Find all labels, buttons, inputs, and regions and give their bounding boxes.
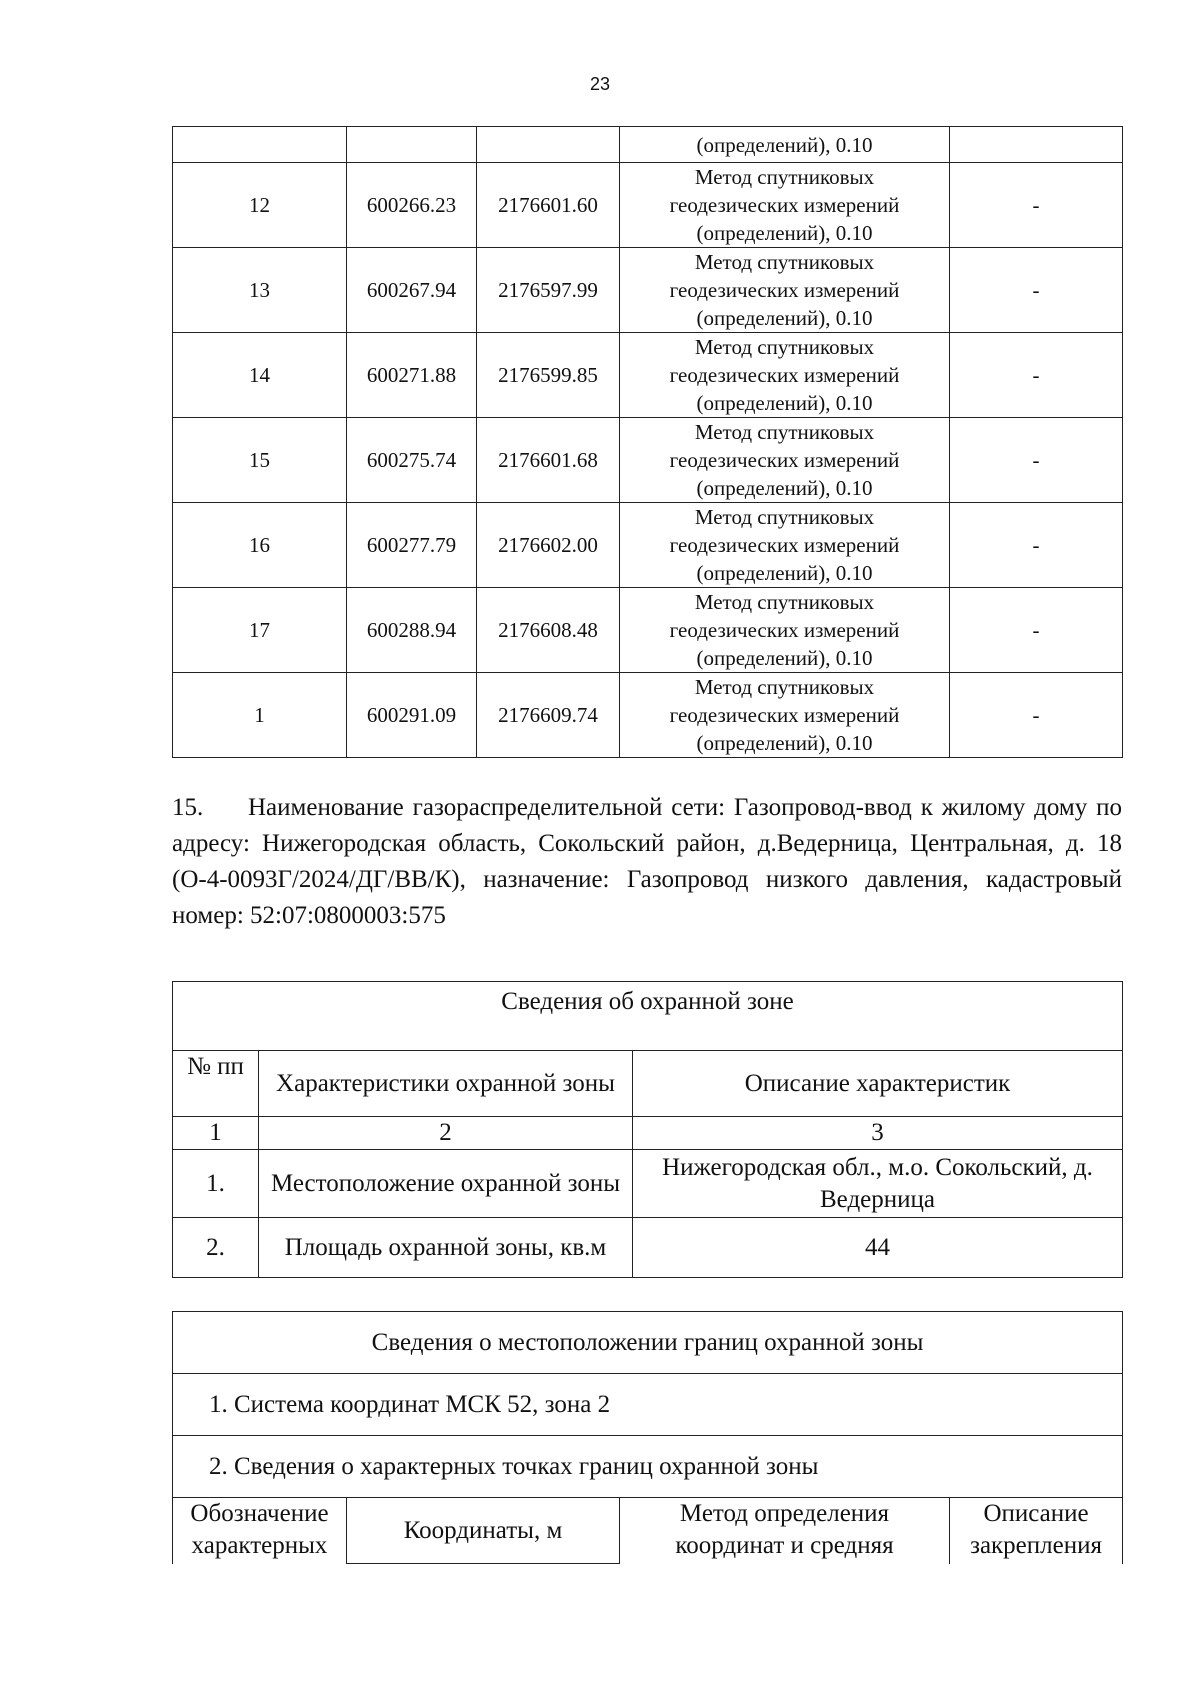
header-point-designation: Обозначение характерных bbox=[173, 1498, 347, 1564]
point-id-cell: 15 bbox=[173, 418, 347, 503]
point-id-cell: 14 bbox=[173, 333, 347, 418]
method-cell bbox=[620, 588, 950, 673]
x-coordinate-cell: 600277.79 bbox=[347, 503, 477, 588]
x-coordinate-cell: 600271.88 bbox=[347, 333, 477, 418]
method-line: геодезических измерений bbox=[669, 618, 900, 642]
empty-cell bbox=[173, 127, 347, 163]
method-cell bbox=[620, 503, 950, 588]
table-row bbox=[173, 127, 1123, 163]
y-coordinate-cell: 2176608.48 bbox=[477, 588, 620, 673]
zone-index-3: 3 bbox=[633, 1117, 1123, 1150]
method-line: геодезических измерений bbox=[669, 703, 900, 727]
method-line: Метод спутниковых bbox=[694, 335, 875, 359]
table-row bbox=[173, 163, 1123, 248]
zone-index-2: 2 bbox=[259, 1117, 633, 1150]
zone-row-characteristic: Площадь охранной зоны, кв.м bbox=[259, 1218, 633, 1278]
fixing-description-cell: - bbox=[950, 163, 1123, 248]
method-cell: (определений), 0.10 bbox=[620, 127, 950, 163]
boundary-table-title: Сведения о местоположении границ охранной зоны bbox=[173, 1312, 1123, 1374]
section-text: Наименование газораспределительной сети: Газопровод-ввод к жилому дому по адресу: Нижегородская область, Сокольский район, д.Ведерница, Центральная, д. 18 (О-4-0093Г/2024/ДГ/ВВ/К), назначение: Газопровод низкого давления, кадастровый номер: 52:07:0800003:575 bbox=[172, 794, 1122, 929]
x-coordinate-cell: 600291.09 bbox=[347, 673, 477, 758]
section-number: 15. bbox=[172, 794, 204, 821]
method-line: геодезических измерений bbox=[669, 363, 900, 387]
method-line: (определений), 0.10 bbox=[696, 646, 873, 670]
table-row bbox=[173, 503, 1123, 588]
x-coordinate-cell: 600275.74 bbox=[347, 418, 477, 503]
zone-row-characteristic: Местоположение охранной зоны bbox=[259, 1150, 633, 1218]
zone-header-description: Описание характеристик bbox=[633, 1051, 1123, 1117]
section-paragraph bbox=[172, 790, 1122, 934]
empty-cell bbox=[950, 127, 1123, 163]
empty-cell bbox=[347, 127, 477, 163]
zone-header-number: № пп bbox=[173, 1051, 259, 1117]
point-id-cell: 16 bbox=[173, 503, 347, 588]
x-coordinate-cell: 600267.94 bbox=[347, 248, 477, 333]
method-line: геодезических измерений bbox=[669, 448, 900, 472]
method-line: (определений), 0.10 bbox=[696, 561, 873, 585]
fixing-description-cell: - bbox=[950, 418, 1123, 503]
characteristic-points-line: 2. Сведения о характерных точках границ охранной зоны bbox=[173, 1436, 1123, 1498]
table-row bbox=[173, 673, 1123, 758]
fixing-description-cell: - bbox=[950, 673, 1123, 758]
y-coordinate-cell: 2176601.68 bbox=[477, 418, 620, 503]
protection-zone-table bbox=[172, 981, 1123, 1278]
method-line: Метод спутниковых bbox=[694, 250, 875, 274]
point-id-cell: 12 bbox=[173, 163, 347, 248]
point-id-cell: 13 bbox=[173, 248, 347, 333]
point-id-cell: 1 bbox=[173, 673, 347, 758]
method-line: геодезических измерений bbox=[669, 278, 900, 302]
zone-row-description: 44 bbox=[633, 1218, 1123, 1278]
y-coordinate-cell: 2176609.74 bbox=[477, 673, 620, 758]
method-line: (определений), 0.10 bbox=[696, 476, 873, 500]
y-coordinate-cell: 2176599.85 bbox=[477, 333, 620, 418]
header-coordinates: Координаты, м bbox=[347, 1498, 620, 1564]
table-row bbox=[173, 588, 1123, 673]
header-fixing-description: Описание закрепления bbox=[950, 1498, 1123, 1564]
zone-row-number: 2. bbox=[173, 1218, 259, 1278]
method-cell bbox=[620, 248, 950, 333]
method-line: (определений), 0.10 bbox=[696, 731, 873, 755]
method-cell bbox=[620, 333, 950, 418]
zone-table-title: Сведения об охранной зоне bbox=[173, 982, 1123, 1051]
table-row bbox=[173, 418, 1123, 503]
method-line: Метод спутниковых bbox=[694, 420, 875, 444]
y-coordinate-cell: 2176601.60 bbox=[477, 163, 620, 248]
table-row bbox=[173, 248, 1123, 333]
page-number: 23 bbox=[589, 74, 611, 94]
method-line: Метод спутниковых bbox=[694, 165, 875, 189]
y-coordinate-cell: 2176602.00 bbox=[477, 503, 620, 588]
x-coordinate-cell: 600288.94 bbox=[347, 588, 477, 673]
header-method: Метод определения координат и средняя bbox=[620, 1498, 950, 1564]
method-line: Метод спутниковых bbox=[694, 675, 875, 699]
fixing-description-cell: - bbox=[950, 333, 1123, 418]
fixing-description-cell: - bbox=[950, 503, 1123, 588]
coordinate-system-line: 1. Система координат МСК 52, зона 2 bbox=[173, 1374, 1123, 1436]
method-cell bbox=[620, 673, 950, 758]
empty-cell bbox=[477, 127, 620, 163]
zone-row-number: 1. bbox=[173, 1150, 259, 1218]
method-line: (определений), 0.10 bbox=[696, 391, 873, 415]
method-line: геодезических измерений bbox=[669, 533, 900, 557]
method-line: Метод спутниковых bbox=[694, 590, 875, 614]
zone-row-description: Нижегородская обл., м.о. Сокольский, д. Ведерница bbox=[633, 1150, 1123, 1218]
point-id-cell: 17 bbox=[173, 588, 347, 673]
method-cell bbox=[620, 418, 950, 503]
fixing-description-cell: - bbox=[950, 588, 1123, 673]
fixing-description-cell: - bbox=[950, 248, 1123, 333]
method-line: Метод спутниковых bbox=[694, 505, 875, 529]
zone-index-1: 1 bbox=[173, 1117, 259, 1150]
method-line: геодезических измерений bbox=[669, 193, 900, 217]
table-row bbox=[173, 333, 1123, 418]
method-line: (определений), 0.10 bbox=[696, 221, 873, 245]
method-line: (определений), 0.10 bbox=[696, 306, 873, 330]
y-coordinate-cell: 2176597.99 bbox=[477, 248, 620, 333]
coordinates-table bbox=[172, 126, 1123, 758]
coordinates-table-body bbox=[173, 127, 1123, 758]
zone-header-characteristics: Характеристики охранной зоны bbox=[259, 1051, 633, 1117]
boundary-table bbox=[172, 1311, 1123, 1564]
method-cell bbox=[620, 163, 950, 248]
x-coordinate-cell: 600266.23 bbox=[347, 163, 477, 248]
